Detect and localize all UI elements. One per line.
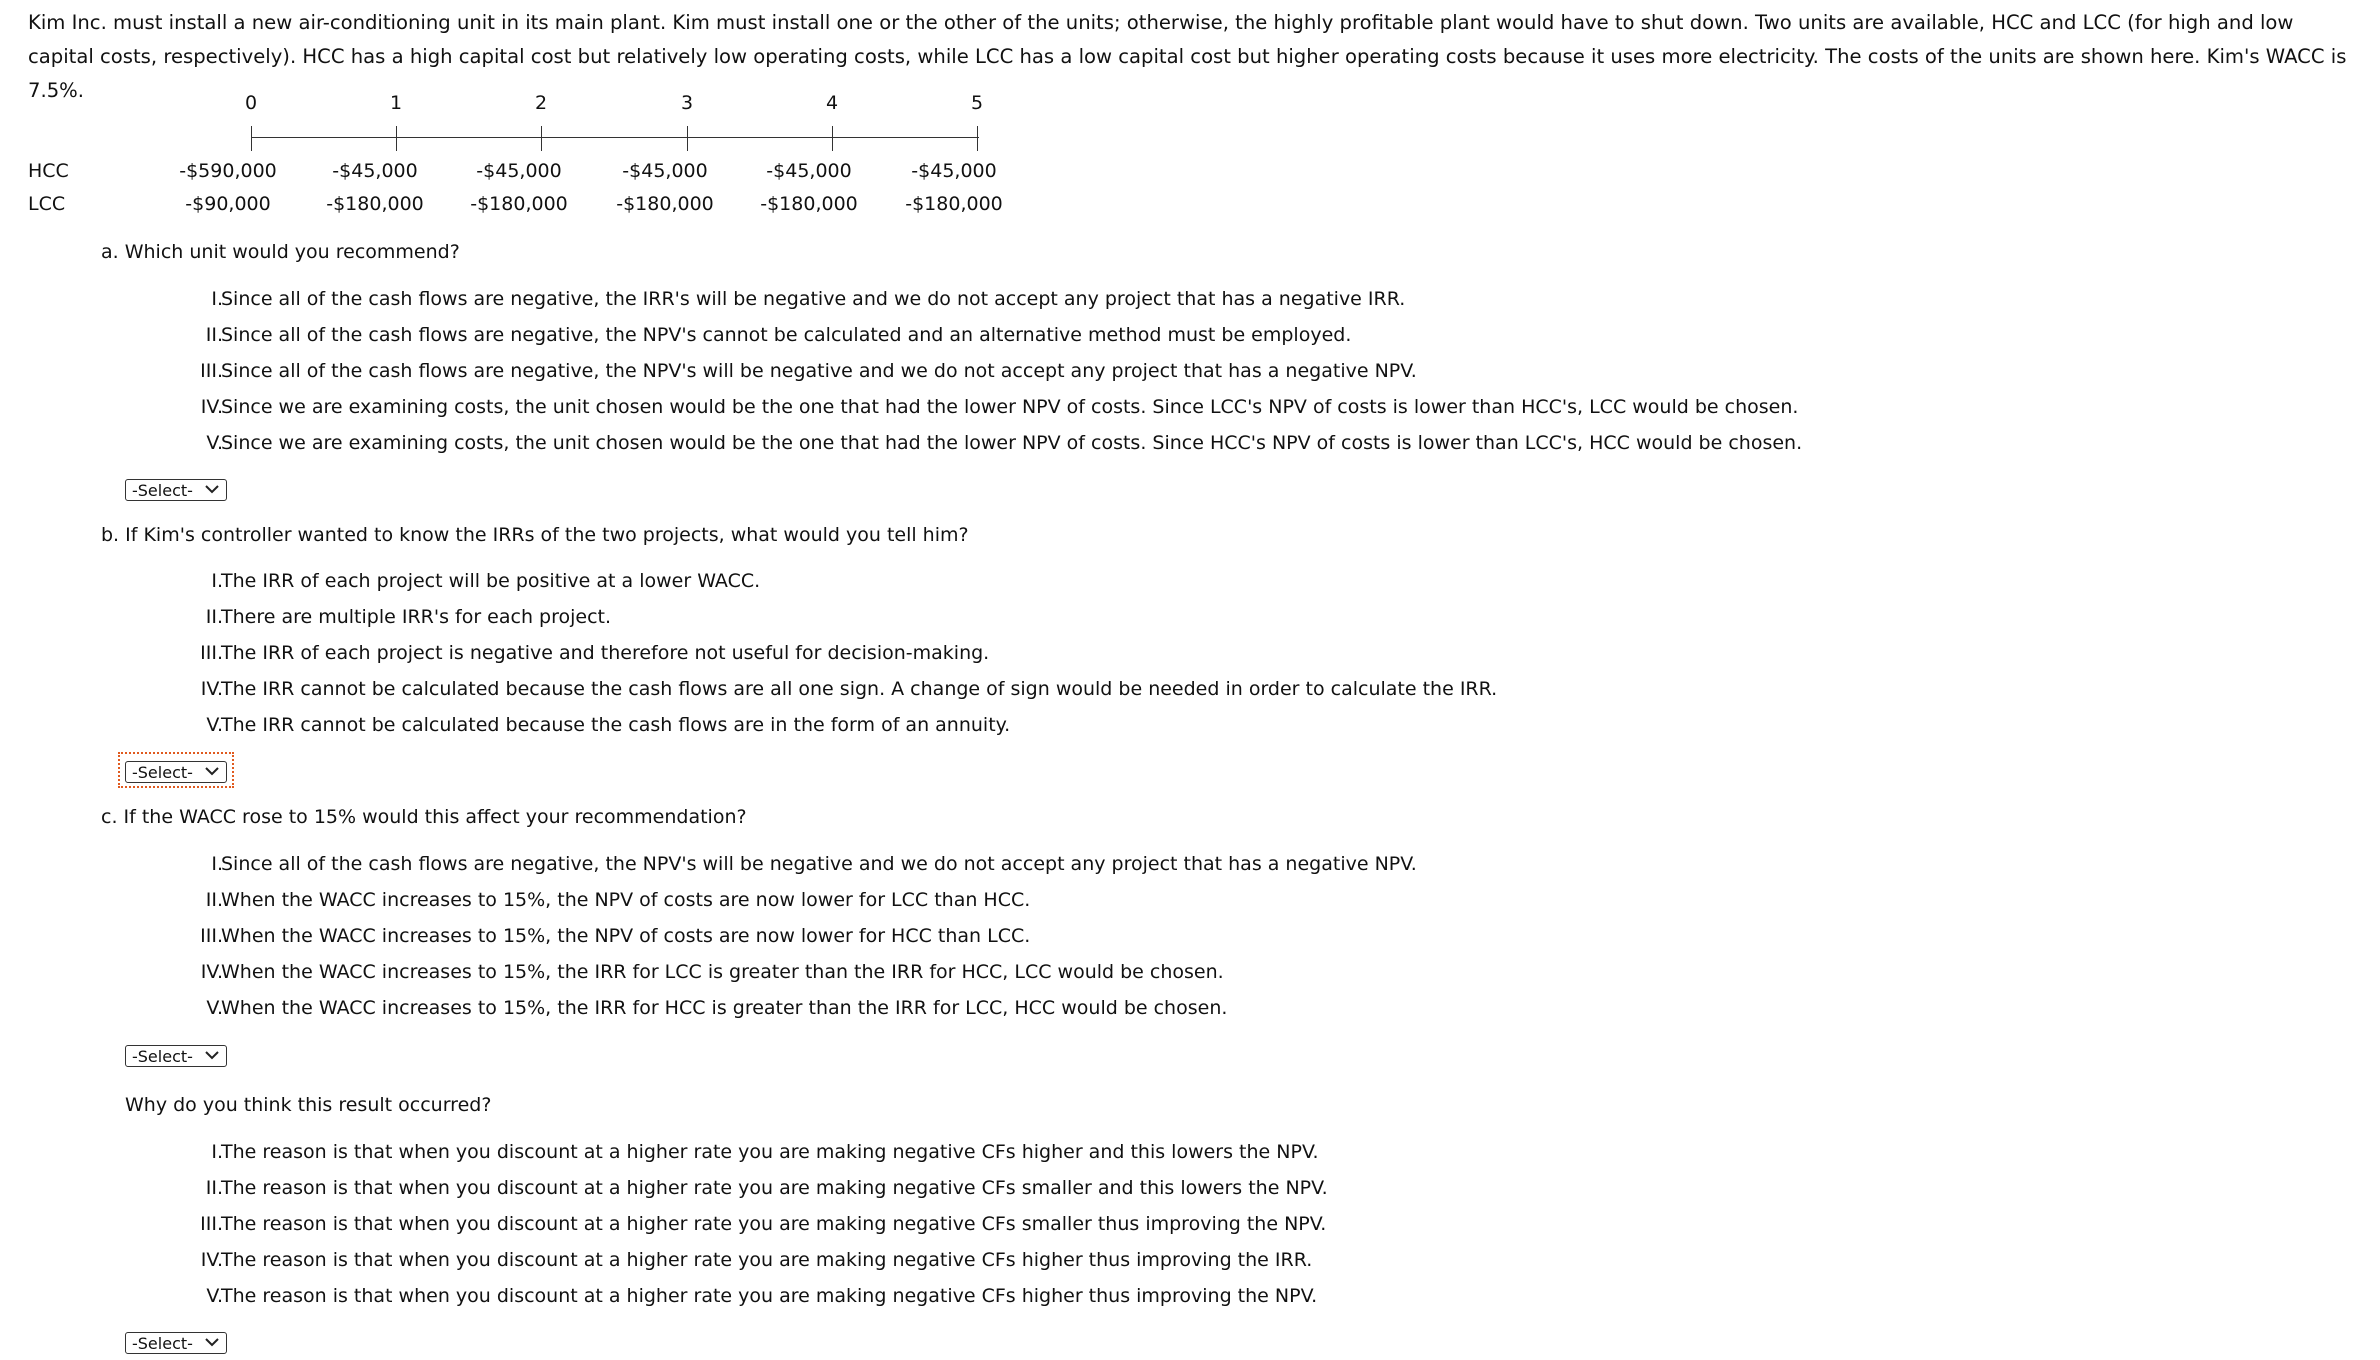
question-b-option-5: The IRR cannot be calculated because the cash flows are in the form of an annuity. (221, 714, 1011, 736)
question-c-option-5: When the WACC increases to 15%, the IRR for HCC is greater than the IRR for LCC, HCC would be chosen. (221, 997, 1228, 1019)
timeline-tick-5 (977, 126, 978, 151)
question-a-numeral-1: I. (211, 288, 223, 310)
timeline-tick-3 (687, 126, 688, 151)
question-why-option-5: The reason is that when you discount at a higher rate you are making negative CFs higher thus improving the NPV. (221, 1285, 1318, 1307)
chevron-down-icon (204, 765, 220, 777)
period-label-2: 2 (534, 92, 548, 114)
question-c-option-1: Since all of the cash flows are negative, the NPV's will be negative and we do not accept any project that has a negative NPV. (221, 853, 1417, 875)
lcc-cf-2: -$180,000 (470, 193, 568, 215)
question-b-prompt: b. If Kim's controller wanted to know the IRRs of the two projects, what would you tell him? (101, 524, 969, 546)
row-label-hcc: HCC (28, 160, 69, 182)
question-c-numeral-4: IV. (200, 961, 223, 983)
question-c-numeral-1: I. (211, 853, 223, 875)
lcc-cf-4: -$180,000 (760, 193, 858, 215)
chevron-down-icon (204, 483, 220, 495)
question-a-select[interactable] (125, 479, 227, 501)
question-c-numeral-3: III. (200, 925, 223, 947)
question-b-select-value: -Select- (132, 763, 193, 782)
question-why-numeral-2: II. (205, 1177, 223, 1199)
question-b-select[interactable] (125, 761, 227, 783)
hcc-cf-2: -$45,000 (476, 160, 562, 182)
question-a-numeral-2: II. (205, 324, 223, 346)
question-c-numeral-5: V. (206, 997, 223, 1019)
question-why-numeral-5: V. (206, 1285, 223, 1307)
question-c-option-3: When the WACC increases to 15%, the NPV of costs are now lower for HCC than LCC. (221, 925, 1031, 947)
chevron-down-icon (204, 1049, 220, 1061)
question-why-option-1: The reason is that when you discount at a higher rate you are making negative CFs higher and this lowers the NPV. (221, 1141, 1319, 1163)
question-why-numeral-3: III. (200, 1213, 223, 1235)
hcc-cf-5: -$45,000 (911, 160, 997, 182)
question-a-option-5: Since we are examining costs, the unit chosen would be the one that had the lower NPV of costs. Since HCC's NPV of costs is lower than LCC's, HCC would be chosen. (221, 432, 1803, 454)
lcc-cf-5: -$180,000 (905, 193, 1003, 215)
question-b-numeral-2: II. (205, 606, 223, 628)
question-why-prompt: Why do you think this result occurred? (125, 1094, 492, 1116)
hcc-cf-1: -$45,000 (332, 160, 418, 182)
question-c-option-4: When the WACC increases to 15%, the IRR for LCC is greater than the IRR for HCC, LCC would be chosen. (221, 961, 1224, 983)
hcc-cf-4: -$45,000 (766, 160, 852, 182)
question-b-numeral-3: III. (200, 642, 223, 664)
question-c-option-2: When the WACC increases to 15%, the NPV of costs are now lower for LCC than HCC. (221, 889, 1031, 911)
question-why-option-2: The reason is that when you discount at a higher rate you are making negative CFs smaller and this lowers the NPV. (221, 1177, 1328, 1199)
question-c-prompt: c. If the WACC rose to 15% would this affect your recommendation? (101, 806, 747, 828)
lcc-cf-1: -$180,000 (326, 193, 424, 215)
question-a-prompt: a. Which unit would you recommend? (101, 241, 460, 263)
question-c-numeral-2: II. (205, 889, 223, 911)
timeline-tick-1 (396, 126, 397, 151)
question-why-numeral-4: IV. (200, 1249, 223, 1271)
question-a-numeral-4: IV. (200, 396, 223, 418)
chevron-down-icon (204, 1336, 220, 1348)
question-b-numeral-4: IV. (200, 678, 223, 700)
period-label-1: 1 (389, 92, 403, 114)
question-b-option-4: The IRR cannot be calculated because the cash flows are all one sign. A change of sign would be needed in order to calculate the IRR. (221, 678, 1498, 700)
question-a-option-2: Since all of the cash flows are negative, the NPV's cannot be calculated and an alternative method must be employed. (221, 324, 1352, 346)
question-why-option-3: The reason is that when you discount at a higher rate you are making negative CFs smaller thus improving the NPV. (221, 1213, 1327, 1235)
question-a-select-value: -Select- (132, 481, 193, 500)
timeline-tick-4 (832, 126, 833, 151)
question-b-option-3: The IRR of each project is negative and therefore not useful for decision-making. (221, 642, 990, 664)
question-a-numeral-5: V. (206, 432, 223, 454)
question-why-select[interactable] (125, 1332, 227, 1354)
question-a-option-4: Since we are examining costs, the unit chosen would be the one that had the lower NPV of costs. Since LCC's NPV of costs is lower than HCC's, LCC would be chosen. (221, 396, 1799, 418)
question-a-option-3: Since all of the cash flows are negative, the NPV's will be negative and we do not accept any project that has a negative NPV. (221, 360, 1417, 382)
period-label-0: 0 (244, 92, 258, 114)
period-label-4: 4 (825, 92, 839, 114)
question-a-numeral-3: III. (200, 360, 223, 382)
timeline-axis (251, 137, 979, 138)
hcc-cf-3: -$45,000 (622, 160, 708, 182)
question-b-option-2: There are multiple IRR's for each project. (221, 606, 612, 628)
question-why-numeral-1: I. (211, 1141, 223, 1163)
question-c-select-value: -Select- (132, 1047, 193, 1066)
question-c-select[interactable] (125, 1045, 227, 1067)
problem-statement: Kim Inc. must install a new air-conditioning unit in its main plant. Kim must install one or the other of the units; otherwise, the highly profitable plant would have to shut down. Two units are available, HCC and LCC (for high and low capital costs, respectively). HCC has a high capital cost but relatively low operating costs, while LCC has a low capital cost but higher operating costs because it uses more electricity. The costs of the units are shown here. Kim's WACC is 7.5%. (28, 11, 2347, 102)
period-label-5: 5 (970, 92, 984, 114)
question-a-option-1: Since all of the cash flows are negative, the IRR's will be negative and we do not accept any project that has a negative IRR. (221, 288, 1406, 310)
hcc-cf-0: -$590,000 (179, 160, 277, 182)
timeline-tick-2 (541, 126, 542, 151)
lcc-cf-3: -$180,000 (616, 193, 714, 215)
question-b-numeral-1: I. (211, 570, 223, 592)
question-b-option-1: The IRR of each project will be positive at a lower WACC. (221, 570, 761, 592)
period-label-3: 3 (680, 92, 694, 114)
question-why-option-4: The reason is that when you discount at a higher rate you are making negative CFs higher thus improving the IRR. (221, 1249, 1313, 1271)
row-label-lcc: LCC (28, 193, 66, 215)
lcc-cf-0: -$90,000 (185, 193, 271, 215)
question-b-numeral-5: V. (206, 714, 223, 736)
question-why-select-value: -Select- (132, 1334, 193, 1353)
timeline-tick-0 (251, 126, 252, 151)
